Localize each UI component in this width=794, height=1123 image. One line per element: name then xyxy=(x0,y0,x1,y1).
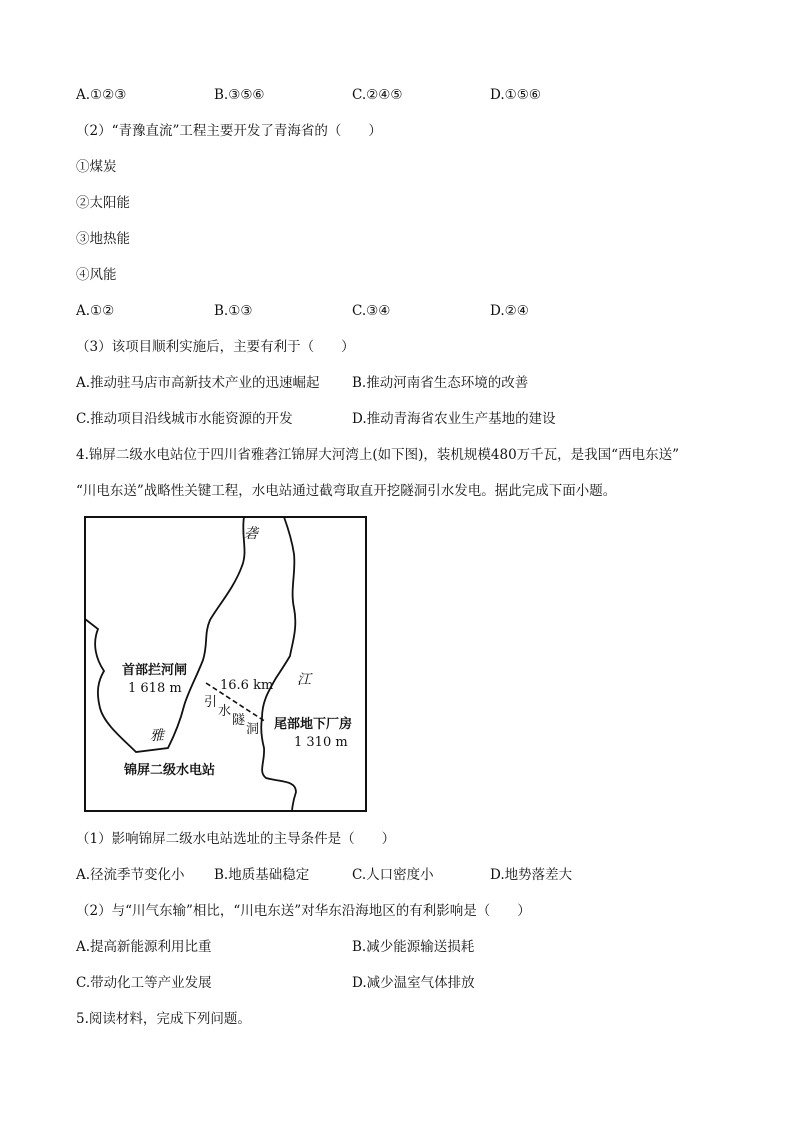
q3-stem: （3）该项目顺利实施后，主要有利于（ ） xyxy=(76,339,355,355)
q3-option-a[interactable]: A.推动驻马店市高新技术产业的迅速崛起 xyxy=(76,375,320,391)
tail-plant-label: 尾部地下厂房 xyxy=(274,717,353,732)
tunnel-char-4: 洞 xyxy=(246,722,260,737)
q1-option-a[interactable]: A.①②③ xyxy=(76,87,127,103)
jinping-map-figure xyxy=(84,516,367,812)
q3-option-b[interactable]: B.推动河南省生态环境的改善 xyxy=(352,375,529,391)
q4-sub2-stem: （2）与“川气东输”相比，“川电东送”对华东沿海地区的有利影响是（ ） xyxy=(76,903,531,919)
tunnel-char-2: 水 xyxy=(218,704,232,719)
q1-option-b[interactable]: B.③⑤⑥ xyxy=(214,87,265,103)
q4-sub2-option-a[interactable]: A.提高新能源利用比重 xyxy=(76,939,212,955)
q4-sub1-option-a[interactable]: A.径流季节变化小 xyxy=(76,867,185,883)
q2-option-a[interactable]: A.①② xyxy=(76,303,115,319)
q2-option-d[interactable]: D.②④ xyxy=(490,303,529,319)
tunnel-char-3: 隧 xyxy=(232,713,246,728)
q4-intro-line2: “川电东送”战略性关键工程，水电站通过截弯取直开挖隧洞引水发电。据此完成下面小题。 xyxy=(76,483,617,499)
q2-option-b[interactable]: B.①③ xyxy=(214,303,253,319)
q2-item-4: ④风能 xyxy=(76,267,117,283)
head-gate-elevation: 1 618 m xyxy=(128,681,182,696)
river-char-right: 江 xyxy=(297,672,311,688)
head-gate-label: 首部拦河闸 xyxy=(122,663,188,678)
q4-sub2-option-d[interactable]: D.减少温室气体排放 xyxy=(352,975,475,991)
q1-option-d[interactable]: D.①⑤⑥ xyxy=(490,87,541,103)
river-char-top: 砻 xyxy=(244,526,258,542)
q1-option-c[interactable]: C.②④⑤ xyxy=(352,87,403,103)
q4-sub1-option-d[interactable]: D.地势落差大 xyxy=(490,867,573,883)
q4-sub2-option-b[interactable]: B.减少能源输送损耗 xyxy=(352,939,475,955)
q2-item-3: ③地热能 xyxy=(76,231,130,247)
river-char-left: 雅 xyxy=(150,728,164,744)
q2-stem: （2）“青豫直流”工程主要开发了青海省的（ ） xyxy=(76,123,382,139)
tunnel-char-1: 引 xyxy=(204,695,218,710)
q4-sub2-option-c[interactable]: C.带动化工等产业发展 xyxy=(76,975,212,991)
q4-sub1-stem: （1）影响锦屏二级水电站选址的主导条件是（ ） xyxy=(76,831,396,847)
q3-option-d[interactable]: D.推动青海省农业生产基地的建设 xyxy=(352,411,556,427)
q2-item-1: ①煤炭 xyxy=(76,159,117,175)
station-label: 锦屏二级水电站 xyxy=(124,763,216,778)
q5-stem: 5.阅读材料，完成下列问题。 xyxy=(76,1011,251,1027)
q4-intro-line1: 4.锦屏二级水电站位于四川省雅砻江锦屏大河湾上(如下图)，装机规模480万千瓦，是我国“西电东送” xyxy=(76,447,679,463)
q4-sub1-option-c[interactable]: C.人口密度小 xyxy=(352,867,434,883)
tunnel-length-label: 16.6 km xyxy=(220,678,274,693)
tail-plant-elevation: 1 310 m xyxy=(294,735,348,750)
q2-option-c[interactable]: C.③④ xyxy=(352,303,391,319)
q3-option-c[interactable]: C.推动项目沿线城市水能资源的开发 xyxy=(76,411,293,427)
q4-sub1-option-b[interactable]: B.地质基础稳定 xyxy=(214,867,310,883)
q2-item-2: ②太阳能 xyxy=(76,195,130,211)
